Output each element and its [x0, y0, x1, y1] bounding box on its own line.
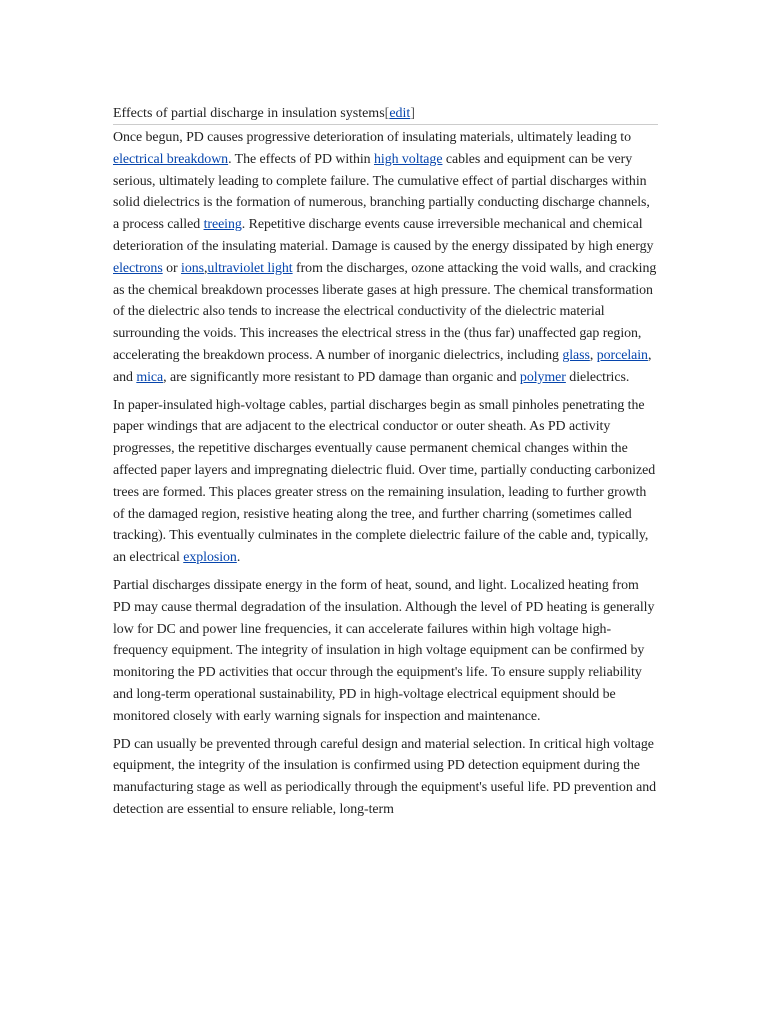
paragraph-text: , [589, 347, 597, 363]
paragraph-text: , and [113, 347, 652, 385]
paragraph-text: . [236, 550, 241, 566]
paragraph-text: . The effects of PD within [228, 151, 374, 167]
paragraph-text: . Repetitive discharge events cause irreversible mechanical and chemical deterioration of the insulating material. Damage is caused by the energy dissipated by high energy [113, 217, 654, 254]
article-link[interactable]: explosion [183, 550, 237, 566]
paragraph-text: from the discharges, ozone attacking the void walls, and cracking as the chemical breakdown processes liberate gases at high pressure. The chemical transformation of the dielectric also tends to increase the electrical conductivity of the dielectric material surrounding the voids. This increases the electrical stress in the (thus far) unaffected gap region, accelerating the breakdown process. A number of inorganic dielectrics, including [113, 260, 657, 363]
article-link[interactable]: porcelain [596, 347, 648, 363]
paragraph-text: Once begun, PD causes progressive deterioration of insulating materials, ultimately leading to [113, 130, 631, 145]
paragraph [113, 575, 658, 728]
paragraph-text: PD can usually be prevented through careful design and material selection. In critical high voltage equipment, the integrity of the insulation is confirmed using PD detection equipment during the manufacturing stage as well as periodically through the equipment's useful life. PD prevention and detection are essential to ensure reliable, long-term [113, 736, 657, 817]
edit-open-bracket: [ [384, 106, 390, 121]
section-title: Effects of partial discharge in insulation systems [113, 106, 385, 121]
article-link[interactable]: electrons [113, 260, 163, 276]
paragraph [113, 127, 658, 389]
paragraph-text: Partial discharges dissipate energy in the form of heat, sound, and light. Localized heating from PD may cause thermal degradation of the insulation. Although the level of PD heating is generally low for DC and power line frequencies, it can accelerate failures within high voltage high-frequency equipment. The integrity of insulation in high voltage equipment can be confirmed by monitoring the PD activities that occur through the equipment's life. To ensure supply reliability and long-term operational sustainability, PD in high-voltage electrical equipment should be monitored closely with early warning signals for inspection and maintenance. [113, 577, 655, 724]
article-link[interactable]: glass [562, 347, 590, 363]
paragraph-text: , [203, 260, 208, 276]
article-body [113, 127, 658, 821]
article-link[interactable]: high voltage [373, 151, 443, 167]
article-link[interactable]: electrical breakdown [113, 151, 229, 167]
article-page [113, 104, 658, 827]
article-link[interactable]: polymer [519, 369, 566, 385]
paragraph-text: In paper-insulated high-voltage cables, partial discharges begin as small pinholes penetrating the paper windings that are adjacent to the electrical conductor or outer sheath. As PD activity progresses, the repetitive discharges eventually cause permanent chemical changes within the affected paper layers and impregnating dielectric fluid. Over time, partially conducting carbonized trees are formed. This places greater stress on the remaining insulation, leading to further growth of the damaged region, resistive heating along the tree, and further charring (sometimes called tracking). This eventually culminates in the complete dielectric failure of the cable and, typically, an electrical [113, 397, 656, 566]
paragraph-text: , are significantly more resistant to PD damage than organic and [163, 369, 520, 385]
edit-close-bracket: ] [410, 106, 415, 121]
article-link[interactable]: treeing [203, 217, 242, 233]
article-link[interactable]: ultraviolet light [207, 260, 293, 276]
paragraph-text: dielectrics. [565, 369, 630, 385]
paragraph [113, 734, 658, 821]
article-link[interactable]: ions [181, 260, 204, 276]
paragraph-text: or [162, 260, 182, 276]
edit-link[interactable]: edit [389, 106, 411, 121]
paragraph [113, 395, 658, 569]
article-link[interactable]: mica [136, 369, 164, 385]
section-heading [113, 104, 658, 125]
paragraph-text: cables and equipment can be very serious, ultimately leading to complete failure. The cumulative effect of partial discharges within solid dielectrics is the formation of numerous, branching partially conducting discharge channels, a process called [113, 151, 650, 233]
